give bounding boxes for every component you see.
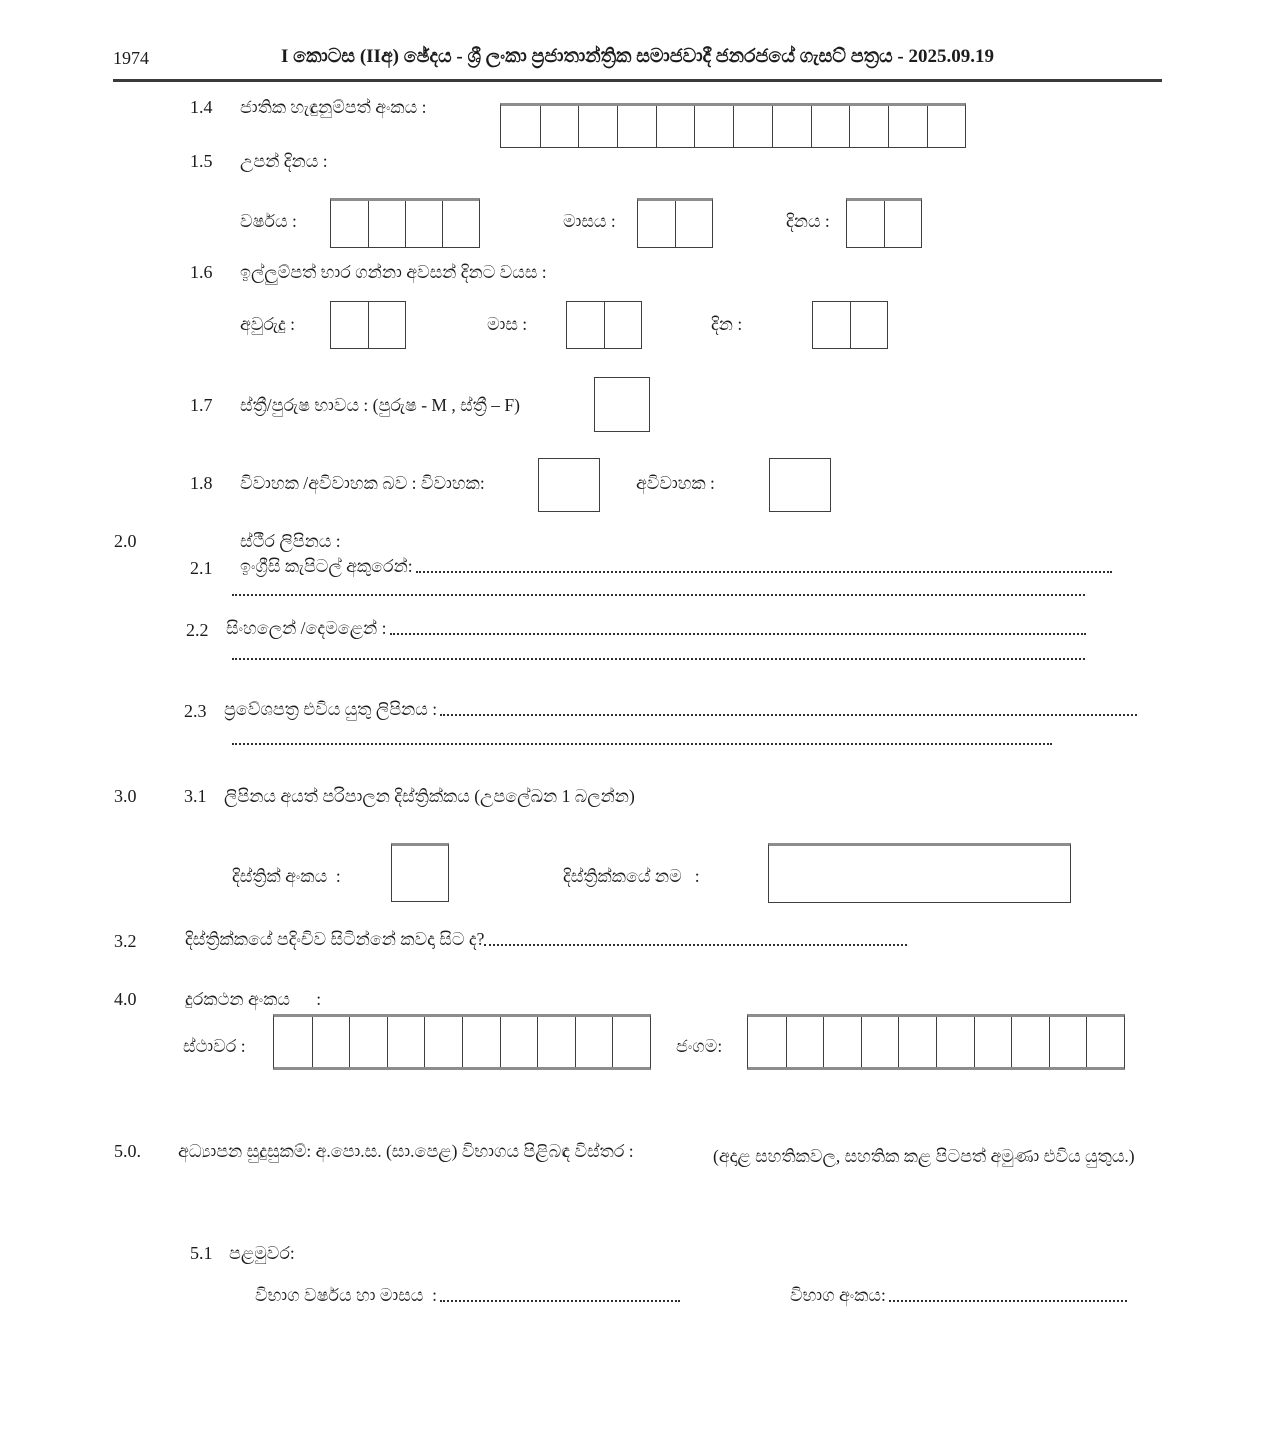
input-cell: [813, 302, 850, 348]
input-cell: [387, 1017, 425, 1067]
education-label: අධ්‍යාපන සුදුසුකම්: අ.පො.ස. (සා.පෙළ) විභාගය පිළිබඳ විස්තර :: [178, 1141, 634, 1161]
item-number-4-0: 4.0: [114, 989, 137, 1009]
dotted-fill: [440, 1300, 680, 1302]
exam-year-label: විභාග වර්ෂය හා මාසය :: [255, 1285, 437, 1305]
age-months-box-grid: [566, 301, 642, 349]
dob-month-box-grid: [637, 198, 713, 248]
input-cell: [368, 201, 405, 247]
input-cell: [462, 1017, 500, 1067]
exam-number-label: විභාග අංකය:: [790, 1285, 886, 1305]
item-number-2-1: 2.1: [190, 558, 213, 578]
exam-number-field: [790, 1285, 1127, 1306]
header-rule: [113, 79, 1162, 82]
input-cell: [638, 201, 675, 247]
input-cell: [604, 302, 641, 348]
district-name-label: දිස්ත්‍රික්කයේ නම :: [563, 866, 700, 886]
dotted-line: [232, 743, 1052, 745]
dob-day-label: දිනය :: [786, 211, 830, 231]
item-number-2-2: 2.2: [186, 620, 209, 640]
input-cell: [884, 201, 921, 247]
admission-address-label: ප්‍රවේශපත්‍ර එවිය යුතු ලිපිනය :: [224, 699, 438, 719]
input-cell: [898, 1017, 936, 1067]
input-cell: [501, 106, 540, 147]
item-number-3-1: 3.1: [184, 786, 207, 806]
item-number-1-8: 1.8: [190, 473, 213, 493]
input-cell: [675, 201, 712, 247]
input-cell: [1049, 1017, 1087, 1067]
input-cell: [575, 1017, 613, 1067]
input-cell: [811, 106, 850, 147]
input-cell: [1011, 1017, 1049, 1067]
nic-box-grid: [500, 103, 966, 148]
unmarried-label: අවිවාහක :: [636, 473, 715, 493]
married-box: [538, 458, 600, 512]
input-cell: [424, 1017, 462, 1067]
input-cell: [772, 106, 811, 147]
input-cell: [927, 106, 966, 147]
district-name-box: [768, 843, 1071, 903]
dob-year-box-grid: [330, 198, 480, 248]
item-number-3-2: 3.2: [114, 931, 137, 951]
item-number-1-7: 1.7: [190, 395, 213, 415]
residence-since-label: දිස්ත්‍රික්කයේ පදිංචිව සිටින්නේ කවදා සිට ද?: [185, 929, 485, 949]
dob-year-label: වර්ෂය :: [240, 211, 297, 231]
input-cell: [849, 106, 888, 147]
input-cell: [733, 106, 772, 147]
input-cell: [823, 1017, 861, 1067]
dotted-fill: [416, 571, 1112, 573]
dotted-fill: [390, 633, 1086, 635]
education-note: (අදාළ සහතිකවල, සහතික කළ පිටපත් අමුණා එවිය යුතුය.): [713, 1146, 1135, 1166]
district-number-box: [391, 843, 449, 902]
item-number-2-0: 2.0: [114, 531, 137, 551]
dob-day-box-grid: [846, 198, 922, 248]
district-section-label: ලිපිනය අයත් පරිපාලන දිස්ත්‍රික්කය (උපලේඛන 1 බලන්න): [224, 786, 635, 806]
input-cell: [567, 302, 604, 348]
age-days-box-grid: [812, 301, 888, 349]
input-cell: [748, 1017, 786, 1067]
address-sinhala-field: [226, 618, 1086, 639]
item-number-1-4: 1.4: [190, 97, 213, 117]
input-cell: [861, 1017, 899, 1067]
mobile-phone-label: ජංගම:: [676, 1036, 723, 1056]
permanent-address-label: ස්ථීර ලිපිනය :: [240, 531, 341, 551]
address-english-field: [240, 556, 1112, 577]
mobile-phone-box-grid: [747, 1014, 1125, 1070]
age-years-box-grid: [330, 301, 406, 349]
item-number-1-6: 1.6: [190, 262, 213, 282]
input-cell: [936, 1017, 974, 1067]
item-number-5-1: 5.1: [190, 1243, 213, 1263]
input-cell: [349, 1017, 387, 1067]
input-cell: [537, 1017, 575, 1067]
admission-address-field: [224, 699, 1137, 720]
input-cell: [578, 106, 617, 147]
item-number-5-0: 5.0.: [114, 1141, 141, 1161]
input-cell: [888, 106, 927, 147]
district-number-label: දිස්ත්‍රික් අංකය :: [232, 866, 341, 886]
unmarried-box: [769, 458, 831, 512]
dotted-fill: [440, 714, 1137, 716]
input-cell: [786, 1017, 824, 1067]
fixed-phone-box-grid: [273, 1014, 651, 1070]
input-cell: [331, 201, 368, 247]
input-cell: [500, 1017, 538, 1067]
gender-box: [594, 377, 650, 432]
residence-since-field: [185, 929, 907, 950]
exam-year-field: [255, 1285, 680, 1306]
item-number-3-0: 3.0: [114, 786, 137, 806]
input-cell: [612, 1017, 650, 1067]
marital-label: විවාහක /අවිවාහක බව : විවාහක:: [240, 473, 485, 493]
age-label: ඉල්ලුම්පත් භාර ගන්නා අවසන් දිනට වයස :: [240, 262, 547, 282]
age-months-label: මාස :: [487, 314, 528, 334]
input-cell: [694, 106, 733, 147]
dotted-line: [232, 594, 1085, 596]
address-sinhala-label: සිංහලෙන් /දෙමළෙන් :: [226, 618, 387, 638]
age-days-label: දින :: [711, 314, 743, 334]
input-cell: [656, 106, 695, 147]
input-cell: [312, 1017, 350, 1067]
dotted-fill: [889, 1300, 1127, 1302]
first-attempt-label: පළමුවර:: [229, 1243, 295, 1263]
nic-label: ජාතික හැඳුනුම්පත් අංකය :: [240, 97, 427, 117]
gender-label: ස්ත්‍රී/පුරුෂ භාවය : (පුරුෂ - M , ස්ත්‍රී – F): [240, 395, 520, 415]
input-cell: [1086, 1017, 1124, 1067]
input-cell: [974, 1017, 1012, 1067]
dob-label: උපන් දිනය :: [240, 151, 328, 171]
dotted-line: [232, 658, 1085, 660]
input-cell: [442, 201, 479, 247]
telephone-label: දුරකථන අංකය :: [185, 989, 322, 1009]
input-cell: [850, 302, 887, 348]
gazette-title: I කොටස (IIඅ) ඡේදය - ශ්‍රී ලංකා ප්‍රජාතාන්ත්‍රික සමාජවාදී ජනරජයේ ගැසට් පත්‍රය - 2025.09.19: [281, 46, 994, 67]
dotted-fill: [484, 944, 907, 946]
input-cell: [331, 302, 368, 348]
input-cell: [368, 302, 405, 348]
item-number-1-5: 1.5: [190, 151, 213, 171]
input-cell: [540, 106, 579, 147]
dob-month-label: මාසය :: [563, 211, 616, 231]
address-english-label: ඉංග්‍රීසි කැපිටල් අකුරෙන්:: [240, 556, 413, 576]
input-cell: [274, 1017, 312, 1067]
fixed-phone-label: ස්ථාවර :: [183, 1036, 246, 1056]
page-number: 1974: [113, 48, 149, 68]
input-cell: [617, 106, 656, 147]
age-years-label: අවුරුදු :: [240, 314, 295, 334]
input-cell: [847, 201, 884, 247]
input-cell: [405, 201, 442, 247]
item-number-2-3: 2.3: [184, 701, 207, 721]
